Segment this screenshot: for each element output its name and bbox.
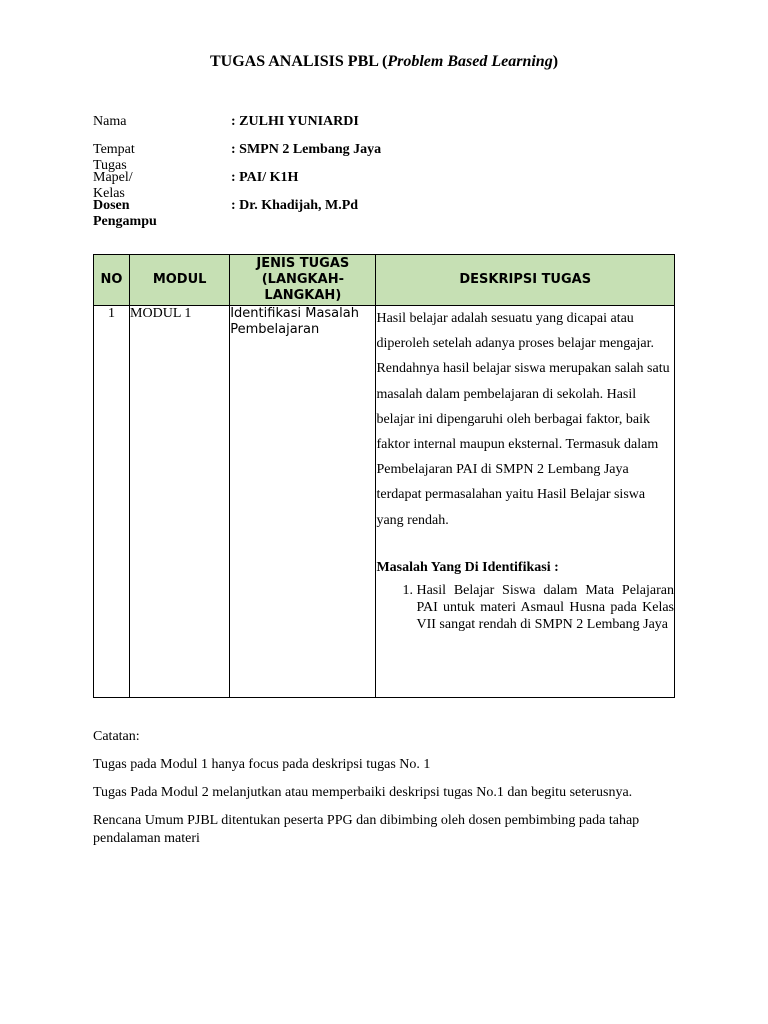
cell-deskripsi [376,306,675,698]
cell-no: 1 [94,306,130,698]
title-prefix: TUGAS ANALISIS PBL ( [209,53,388,70]
note-item: Rencana Umum PJBL ditentukan peserta PPG dan dibimbing oleh dosen pembimbing pada tahap pendalaman materi [93,813,640,846]
task-table [93,254,675,698]
info-value: : PAI/ K1H [231,170,299,185]
info-label: Mapel/ Kelas [93,170,133,201]
title-italic: Problem Based Learning [387,53,553,70]
notes-section [93,728,683,858]
cell-modul: MODUL 1 [130,306,230,698]
list-item: 1. Hasil Belajar Siswa dalam Mata Pelajaran PAI untuk materi Asmaul Husna pada Kelas VII sangat rendah di SMPN 2 Lembang Jaya [416,582,674,633]
info-label: Nama [93,114,127,129]
table-row [94,306,675,698]
masalah-list [376,582,674,633]
header-modul: MODUL [130,255,230,306]
info-label: Tempat Tugas [93,142,135,173]
table-header-row [94,255,675,306]
cell-jenis-tugas: Identifikasi Masalah Pembelajaran [230,306,376,698]
note-item: Tugas pada Modul 1 hanya focus pada deskripsi tugas No. 1 [93,757,431,772]
info-value: : SMPN 2 Lembang Jaya [231,142,382,157]
deskripsi-paragraph-1: Hasil belajar adalah sesuatu yang dicapai atau diperoleh setelah adanya proses belajar mengajar. [376,311,655,352]
masalah-heading: Masalah Yang Di Identifikasi : [376,559,559,575]
info-label: Dosen Pengampu [93,198,157,229]
deskripsi-paragraph-2: Rendahnya hasil belajar siswa merupakan salah satu masalah dalam pembelajaran di sekolah. Hasil belajar ini dipengaruhi oleh berbagai faktor, baik faktor internal maupun eksternal. Termasuk dalam Pembelajaran PAI di SMPN 2 Lembang Jaya terdapat permasalahan yaitu Hasil Belajar siswa yang rendah. [376,361,670,528]
header-no: NO [94,255,130,306]
info-value: : Dr. Khadijah, M.Pd [231,198,359,213]
header-jenis-tugas: JENIS TUGAS (LANGKAH-LANGKAH) [230,255,376,306]
info-value: : ZULHI YUNIARDI [231,114,359,129]
note-item: Tugas Pada Modul 2 melanjutkan atau memperbaiki deskripsi tugas No.1 dan begitu seterusnya. [93,785,633,800]
page-title [0,53,768,71]
title-suffix: ) [552,53,559,70]
header-deskripsi-tugas: DESKRIPSI TUGAS [376,255,675,306]
notes-heading: Catatan: [93,729,140,744]
